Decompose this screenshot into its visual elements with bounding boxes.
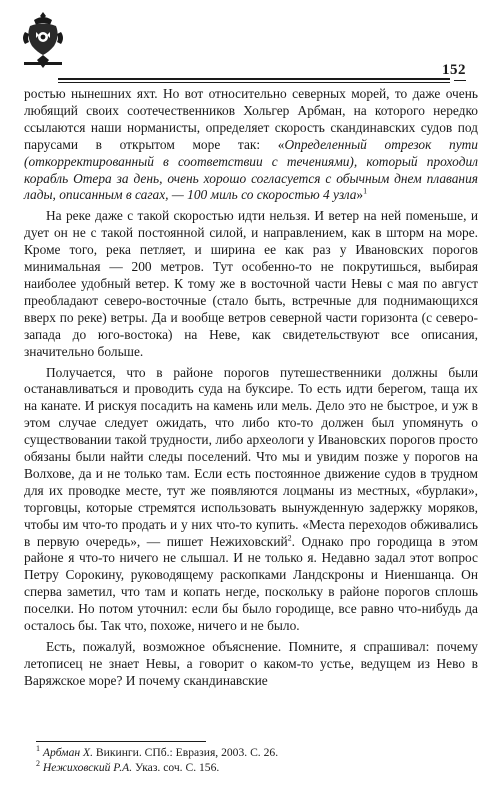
paragraph-3-text-continued: . Однако про городища в этом районе я что-то ничего не слышал. И не только я. Недавно задал этот вопрос Петру Сорокину, руководящему раскопками Ландскроны и Ниеншанца. Он сперва заметил, что там и копать негде, поскольку в районе порогов сплошь поселки. Но потом уточнил: если бы было городище, все равно что-нибудь да осталось бы. Так что, похоже, ничего и не было.	[24, 533, 478, 634]
crest-emblem-icon	[20, 10, 66, 70]
header-rule	[58, 78, 450, 80]
paragraph-1-quote-close: »	[356, 187, 364, 203]
footnotes	[36, 745, 478, 775]
footnote-ref-1[interactable]: 1	[363, 186, 368, 196]
paragraph-1-quote: Определенный отрезок пути (откорректированный в соответствии с течениями), который проходил корабль Отера за день, очень хорошо согласуется с обычным днем плавания лады, описанным в сагах, — 100 миль со скоростью 4 узла	[24, 136, 479, 203]
footnote-1	[36, 745, 478, 760]
paragraph-2: На реке даже с такой скоростью идти нельзя. И ветер на ней поменьше, и дует он не с такой постоянной силой, и направлением, как в шторм на море. Кроме того, река петляет, и ширина ее как раз у Ивановских порогов минимальная — 200 метров. Тут особенно-то не покрутишься, выбирая наиболее удобный ветер. К тому же в восточной части Невы с мая по август преобладают северо-восточные (стало быть, встречные для поднимающихся вверх по реке) ветры. Да и вообще ветров северной части горизонта (с северо-запада до юго-востока) на Неве, как свидетельствуют все описания, значительно больше.	[24, 208, 478, 359]
footnote-2-text: Указ. соч. С. 156.	[132, 761, 220, 774]
header-rule-thin	[58, 82, 450, 83]
footnote-ref-2[interactable]: 2	[287, 533, 292, 543]
footnote-2	[36, 760, 478, 775]
page-number: 152	[442, 62, 466, 78]
paragraph-3-text: Получается, что в районе порогов путешественники должны были останавливаться и проводить суда на буксире. То есть идти берегом, таща их на канате. И рискуя посадить на камень или мель. Дело это не быстрое, и уж в этом случае следует ожидать, что либо кто-то должен был упомянуть о существовании такой трудности, либо археологи у Ивановских порогов просто обязаны были найти следы поселений. Что мы и увидим позже у порогов на Волхове, да и не только там. Если есть постоянное движение судов в трудном для их проводке месте, тут же появляются лоцманы из местных, «бурлаки», торговцы, которые стремятся использовать вынужденную задержку моряков, чтобы им что-то продать и у них что-то купить. «Места переходов обживались в первую очередь», — пишет Нежиховский	[24, 364, 478, 549]
footnote-1-number: 1	[36, 744, 40, 754]
footnote-2-number: 2	[36, 759, 40, 769]
footnote-1-author: Арбман Х.	[42, 746, 94, 759]
paragraph-1	[24, 86, 478, 204]
page-number-underline	[454, 80, 466, 81]
paragraph-3	[24, 365, 478, 636]
body-text	[24, 86, 478, 690]
footnote-2-author: Нежиховский Р.А.	[42, 761, 133, 774]
footnote-divider	[36, 741, 206, 742]
paragraph-1-text: ростью нынешних яхт. Но вот относительно северных морей, то даже очень любящий своих соотечественников Хольгер Арбман, на которого нередко ссылаются наши норманисты, определяет скорость скандинавских судов под парусами в открытом море так: «	[24, 86, 478, 152]
footnote-1-text: Викинги. СПб.: Евразия, 2003. С. 26.	[93, 746, 279, 759]
paragraph-4: Есть, пожалуй, возможное объяснение. Помните, я спрашивал: почему летописец не знает Невы, а говорит о каком-то устье, ведущем из Нево в Варяжское море? И почему скандинавские	[24, 639, 478, 688]
